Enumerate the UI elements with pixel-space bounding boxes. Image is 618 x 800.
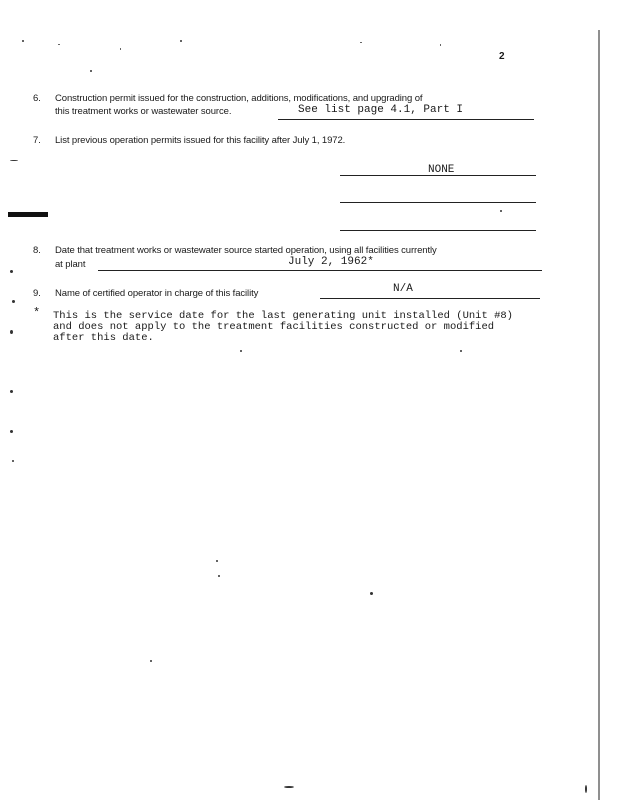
item-6-answer: See list page 4.1, Part I	[298, 104, 464, 116]
footnote-line1: This is the service date for the last generating unit installed (Unit #8)	[53, 310, 513, 322]
item-8-text-line2: at plant	[55, 259, 86, 270]
item-7-answer-line-2	[340, 202, 536, 203]
item-7-answer: NONE	[428, 164, 455, 176]
footnote-line2: and does not apply to the treatment facilities constructed or modified	[53, 321, 495, 333]
item-8-number: 8.	[33, 245, 41, 256]
item-7-text: List previous operation permits issued for this facility after July 1, 1972.	[55, 135, 346, 146]
item-9-answer: N/A	[393, 283, 413, 295]
item-9-answer-line	[320, 298, 540, 299]
item-9-text: Name of certified operator in charge of this facility	[55, 288, 259, 299]
item-7-answer-line-1	[340, 175, 536, 176]
item-8-text-line1: Date that treatment works or wastewater source started operation, using all facilities currently	[55, 245, 437, 256]
item-6-answer-line	[278, 119, 534, 120]
item-7-number: 7.	[33, 135, 41, 146]
item-6-text-line2: this treatment works or wastewater source.	[55, 106, 232, 117]
item-9-number: 9.	[33, 288, 41, 299]
footnote-marker: *	[33, 306, 41, 320]
footnote-line3: after this date.	[53, 332, 154, 344]
right-edge-line	[598, 30, 600, 800]
item-6-text-line1: Construction permit issued for the construction, additions, modifications, and upgrading of	[55, 93, 423, 104]
page-number: 2	[499, 51, 505, 62]
margin-bar	[8, 212, 48, 217]
item-7-answer-line-3	[340, 230, 536, 231]
item-6-number: 6.	[33, 93, 41, 104]
item-8-answer-line	[98, 270, 542, 271]
item-8-answer: July 2, 1962*	[288, 256, 374, 268]
